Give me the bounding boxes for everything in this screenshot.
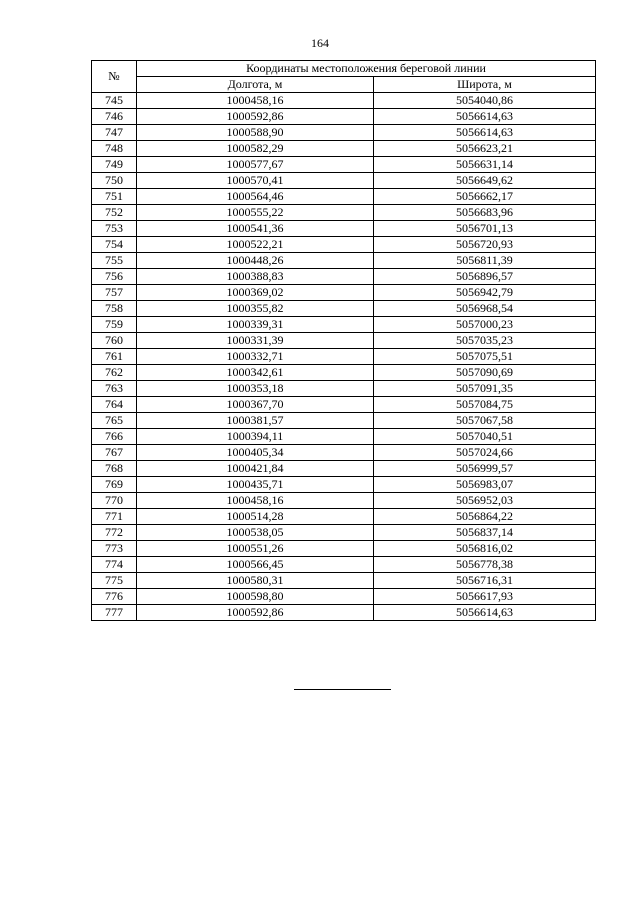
- table-row: [92, 301, 596, 317]
- end-divider-line: [294, 689, 391, 690]
- table-header-row: [92, 61, 596, 77]
- point-number-cell: 763: [92, 381, 137, 397]
- table-row: [92, 429, 596, 445]
- point-number-cell: 764: [92, 397, 137, 413]
- point-number-cell: 745: [92, 93, 137, 109]
- header-longitude: Долгота, м: [137, 77, 374, 93]
- longitude-cell: 1000555,22: [137, 205, 374, 221]
- longitude-cell: 1000405,34: [137, 445, 374, 461]
- point-number-cell: 751: [92, 189, 137, 205]
- latitude-cell: 5054040,86: [374, 93, 596, 109]
- longitude-cell: 1000514,28: [137, 509, 374, 525]
- table-row: [92, 285, 596, 301]
- latitude-cell: 5057000,23: [374, 317, 596, 333]
- point-number-cell: 760: [92, 333, 137, 349]
- longitude-cell: 1000369,02: [137, 285, 374, 301]
- table-row: [92, 93, 596, 109]
- table-row: [92, 381, 596, 397]
- table-row: [92, 525, 596, 541]
- coordinates-table: [91, 60, 596, 621]
- point-number-cell: 777: [92, 605, 137, 621]
- longitude-cell: 1000381,57: [137, 413, 374, 429]
- longitude-cell: 1000577,67: [137, 157, 374, 173]
- point-number-cell: 770: [92, 493, 137, 509]
- table-row: [92, 141, 596, 157]
- point-number-cell: 749: [92, 157, 137, 173]
- table-row: [92, 333, 596, 349]
- header-latitude: Широта, м: [374, 77, 596, 93]
- point-number-cell: 773: [92, 541, 137, 557]
- longitude-cell: 1000421,84: [137, 461, 374, 477]
- table-row: [92, 221, 596, 237]
- table-row: [92, 557, 596, 573]
- latitude-cell: 5057075,51: [374, 349, 596, 365]
- latitude-cell: 5056614,63: [374, 605, 596, 621]
- longitude-cell: 1000522,21: [137, 237, 374, 253]
- table-row: [92, 461, 596, 477]
- latitude-cell: 5056614,63: [374, 109, 596, 125]
- table-row: [92, 477, 596, 493]
- longitude-cell: 1000367,70: [137, 397, 374, 413]
- longitude-cell: 1000339,31: [137, 317, 374, 333]
- table-row: [92, 317, 596, 333]
- table-row: [92, 109, 596, 125]
- longitude-cell: 1000331,39: [137, 333, 374, 349]
- point-number-cell: 750: [92, 173, 137, 189]
- point-number-cell: 767: [92, 445, 137, 461]
- longitude-cell: 1000566,45: [137, 557, 374, 573]
- point-number-cell: 746: [92, 109, 137, 125]
- latitude-cell: 5056649,62: [374, 173, 596, 189]
- latitude-cell: 5056614,63: [374, 125, 596, 141]
- point-number-cell: 755: [92, 253, 137, 269]
- point-number-cell: 754: [92, 237, 137, 253]
- point-number-cell: 759: [92, 317, 137, 333]
- longitude-cell: 1000564,46: [137, 189, 374, 205]
- table-subheader-row: [92, 77, 596, 93]
- latitude-cell: 5057090,69: [374, 365, 596, 381]
- longitude-cell: 1000538,05: [137, 525, 374, 541]
- point-number-cell: 776: [92, 589, 137, 605]
- longitude-cell: 1000332,71: [137, 349, 374, 365]
- latitude-cell: 5056716,31: [374, 573, 596, 589]
- longitude-cell: 1000541,36: [137, 221, 374, 237]
- longitude-cell: 1000570,41: [137, 173, 374, 189]
- longitude-cell: 1000551,26: [137, 541, 374, 557]
- table-row: [92, 445, 596, 461]
- header-coordinates-group: Координаты местоположения береговой линии: [137, 61, 596, 77]
- header-number: №: [92, 61, 137, 93]
- table-row: [92, 493, 596, 509]
- point-number-cell: 758: [92, 301, 137, 317]
- point-number-cell: 748: [92, 141, 137, 157]
- longitude-cell: 1000458,16: [137, 493, 374, 509]
- longitude-cell: 1000582,29: [137, 141, 374, 157]
- latitude-cell: 5056942,79: [374, 285, 596, 301]
- point-number-cell: 769: [92, 477, 137, 493]
- longitude-cell: 1000598,80: [137, 589, 374, 605]
- longitude-cell: 1000592,86: [137, 605, 374, 621]
- latitude-cell: 5056816,02: [374, 541, 596, 557]
- longitude-cell: 1000580,31: [137, 573, 374, 589]
- table-row: [92, 237, 596, 253]
- latitude-cell: 5056811,39: [374, 253, 596, 269]
- point-number-cell: 756: [92, 269, 137, 285]
- point-number-cell: 766: [92, 429, 137, 445]
- latitude-cell: 5056837,14: [374, 525, 596, 541]
- latitude-cell: 5056701,13: [374, 221, 596, 237]
- longitude-cell: 1000394,11: [137, 429, 374, 445]
- latitude-cell: 5056720,93: [374, 237, 596, 253]
- latitude-cell: 5056778,38: [374, 557, 596, 573]
- latitude-cell: 5056631,14: [374, 157, 596, 173]
- latitude-cell: 5057091,35: [374, 381, 596, 397]
- longitude-cell: 1000435,71: [137, 477, 374, 493]
- latitude-cell: 5057040,51: [374, 429, 596, 445]
- point-number-cell: 771: [92, 509, 137, 525]
- longitude-cell: 1000448,26: [137, 253, 374, 269]
- table-row: [92, 365, 596, 381]
- point-number-cell: 772: [92, 525, 137, 541]
- table-row: [92, 605, 596, 621]
- point-number-cell: 761: [92, 349, 137, 365]
- table-row: [92, 541, 596, 557]
- latitude-cell: 5056952,03: [374, 493, 596, 509]
- longitude-cell: 1000458,16: [137, 93, 374, 109]
- table-row: [92, 589, 596, 605]
- page-number: 164: [311, 36, 329, 50]
- table-body: [92, 93, 596, 621]
- point-number-cell: 747: [92, 125, 137, 141]
- table-row: [92, 509, 596, 525]
- latitude-cell: 5057024,66: [374, 445, 596, 461]
- table-row: [92, 269, 596, 285]
- table-row: [92, 397, 596, 413]
- table-row: [92, 413, 596, 429]
- longitude-cell: 1000388,83: [137, 269, 374, 285]
- point-number-cell: 768: [92, 461, 137, 477]
- table-row: [92, 189, 596, 205]
- latitude-cell: 5056617,93: [374, 589, 596, 605]
- table-row: [92, 205, 596, 221]
- point-number-cell: 765: [92, 413, 137, 429]
- latitude-cell: 5056896,57: [374, 269, 596, 285]
- point-number-cell: 775: [92, 573, 137, 589]
- latitude-cell: 5056864,22: [374, 509, 596, 525]
- table-row: [92, 125, 596, 141]
- point-number-cell: 753: [92, 221, 137, 237]
- latitude-cell: 5056999,57: [374, 461, 596, 477]
- longitude-cell: 1000588,90: [137, 125, 374, 141]
- table-row: [92, 157, 596, 173]
- latitude-cell: 5056662,17: [374, 189, 596, 205]
- latitude-cell: 5056968,54: [374, 301, 596, 317]
- table-row: [92, 573, 596, 589]
- point-number-cell: 757: [92, 285, 137, 301]
- point-number-cell: 752: [92, 205, 137, 221]
- longitude-cell: 1000592,86: [137, 109, 374, 125]
- latitude-cell: 5056683,96: [374, 205, 596, 221]
- point-number-cell: 762: [92, 365, 137, 381]
- longitude-cell: 1000342,61: [137, 365, 374, 381]
- latitude-cell: 5057084,75: [374, 397, 596, 413]
- longitude-cell: 1000355,82: [137, 301, 374, 317]
- latitude-cell: 5056983,07: [374, 477, 596, 493]
- table-row: [92, 349, 596, 365]
- table-row: [92, 173, 596, 189]
- point-number-cell: 774: [92, 557, 137, 573]
- latitude-cell: 5056623,21: [374, 141, 596, 157]
- table-row: [92, 253, 596, 269]
- latitude-cell: 5057067,58: [374, 413, 596, 429]
- latitude-cell: 5057035,23: [374, 333, 596, 349]
- longitude-cell: 1000353,18: [137, 381, 374, 397]
